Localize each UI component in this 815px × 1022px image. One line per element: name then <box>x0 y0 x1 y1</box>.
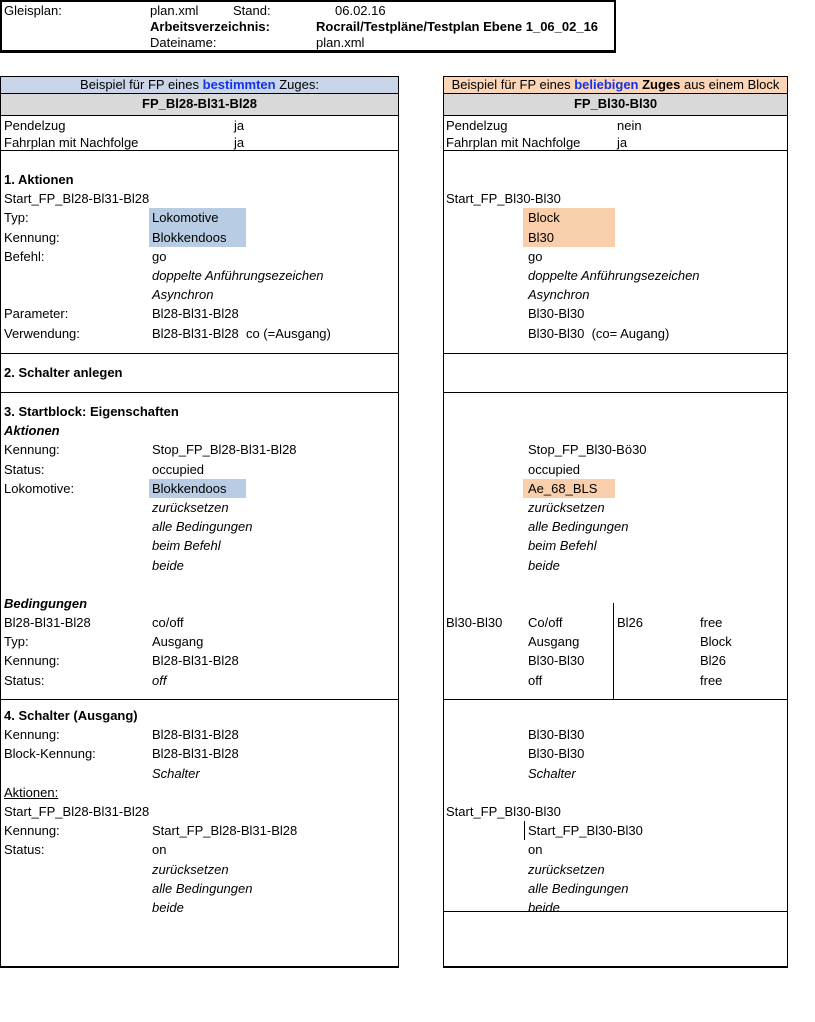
table-row: Start_FP_Bl28-Bl31-Bl28 <box>4 803 150 819</box>
table-row <box>1 498 398 517</box>
field-label: Parameter: <box>4 306 69 322</box>
field-value: on <box>152 842 167 858</box>
field-label: Kennung: <box>4 442 60 458</box>
condition-column-divider <box>613 603 614 700</box>
field-value: Start_FP_Bl28-Bl31-Bl28 <box>152 823 298 839</box>
left-section-3-startblock <box>1 393 398 700</box>
cond-cell: free <box>700 672 723 688</box>
field-label: Lokomotive: <box>4 480 75 496</box>
table-row <box>1 840 398 859</box>
field-value: ja <box>234 135 245 150</box>
table-row <box>444 517 787 536</box>
field-value: Bl30-Bl30 <box>528 746 585 762</box>
gleisplan-label: Gleisplan: <box>4 3 62 18</box>
field-value: alle Bedingungen <box>528 519 629 535</box>
table-row <box>1 285 398 304</box>
cond-cell: free <box>700 615 723 631</box>
field-label: Bl28-Bl31-Bl28 <box>4 615 91 631</box>
field-label: Typ: <box>4 634 29 650</box>
arbeitsverzeichnis-value: Rocrail/Testpläne/Testplan Ebene 1_06_02_16 <box>316 19 599 34</box>
table-row <box>1 898 398 917</box>
table-row <box>444 860 787 879</box>
table-row <box>1 556 398 575</box>
field-value: zurücksetzen <box>152 499 229 515</box>
table-row <box>1 879 398 898</box>
file-info-row <box>2 19 614 35</box>
table-row <box>444 460 787 479</box>
table-row <box>444 208 787 227</box>
left-section-4-schalter-ausgang <box>1 700 398 968</box>
cond-cell: Block <box>700 634 732 650</box>
blank-row <box>444 575 787 594</box>
field-value: go <box>528 248 543 264</box>
field-value: Bl28-Bl31-Bl28 <box>152 306 239 322</box>
table-row <box>1 860 398 879</box>
field-value: occupied <box>152 461 205 477</box>
field-value: Ausgang <box>152 634 204 650</box>
blank-row <box>444 706 787 725</box>
field-value: alle Bedingungen <box>152 519 253 535</box>
field-label: Block-Kennung: <box>4 746 96 762</box>
header-text: aus einem Block <box>680 77 780 92</box>
info-row <box>444 134 787 151</box>
field-label: Pendelzug <box>4 118 66 133</box>
field-value: co/off <box>152 615 184 631</box>
table-row <box>444 324 787 343</box>
table-row: Start_FP_Bl30-Bl30 <box>446 803 561 819</box>
table-row <box>1 744 398 763</box>
field-value: zurücksetzen <box>528 499 605 515</box>
field-value: Bl30-Bl30 (co= Augang) <box>528 325 670 341</box>
table-row <box>444 266 787 285</box>
field-value: Stop_FP_Bl28-Bl31-Bl28 <box>152 442 297 458</box>
highlight-cell: Blokkendoos <box>149 479 246 498</box>
field-value: Bl30-Bl30 <box>528 727 585 743</box>
right-panel <box>443 76 788 968</box>
highlight-cell: Block <box>523 208 615 227</box>
stand-label: Stand: <box>233 3 271 18</box>
right-panel-header-band <box>444 76 787 94</box>
field-label: Status: <box>4 461 45 477</box>
header-text: Beispiel für FP eines <box>80 77 203 92</box>
field-label: Verwendung: <box>4 325 80 341</box>
table-row <box>444 725 787 744</box>
cond-cell: Bl26 <box>700 653 727 669</box>
field-label: Pendelzug <box>446 118 508 133</box>
condition-row <box>444 671 787 690</box>
field-label: Fahrplan mit Nachfolge <box>446 135 581 150</box>
field-label: Fahrplan mit Nachfolge <box>4 135 139 150</box>
dateiname-value: plan.xml <box>316 35 365 50</box>
table-row <box>444 498 787 517</box>
cond-cell: off <box>528 672 543 688</box>
field-value: beim Befehl <box>152 538 221 554</box>
file-info-box <box>0 0 616 53</box>
field-value: ja <box>617 135 628 150</box>
field-value: Bl30-Bl30 <box>528 306 585 322</box>
left-panel-header-band <box>1 76 398 94</box>
table-row <box>1 304 398 323</box>
dateiname-label: Dateiname: <box>150 35 217 50</box>
field-value: Start_FP_Bl30-Bl30 <box>524 821 643 840</box>
table-row <box>1 479 398 498</box>
section-heading: 1. Aktionen <box>4 172 74 187</box>
table-row <box>1 632 398 651</box>
table-row <box>444 479 787 498</box>
table-row <box>1 440 398 459</box>
sub-heading: Bedingungen <box>4 595 88 611</box>
table-row <box>444 304 787 323</box>
blank-row <box>444 594 787 613</box>
field-label: Kennung: <box>4 653 60 669</box>
table-row <box>1 764 398 783</box>
field-value: Stop_FP_Bl30-Bö30 <box>528 442 647 458</box>
field-value: ja <box>234 118 245 133</box>
table-row <box>1 266 398 285</box>
left-section-2-schalter-anlegen <box>1 354 398 393</box>
field-value: doppelte Anführungsezeichen <box>152 267 324 283</box>
right-info-block <box>444 116 787 151</box>
field-value: on <box>528 842 543 858</box>
field-value: Asynchron <box>528 287 590 303</box>
info-row <box>1 134 398 151</box>
right-panel-title: FP_Bl30-Bl30 <box>444 94 787 116</box>
table-row <box>1 517 398 536</box>
table-row <box>1 671 398 690</box>
cond-cell: Co/off <box>528 615 563 631</box>
table-row: Start_FP_Bl28-Bl31-Bl28 <box>4 191 150 207</box>
cond-cell: Bl30-Bl30 <box>446 615 503 631</box>
table-row <box>1 821 398 840</box>
table-row <box>444 536 787 555</box>
info-row <box>444 117 787 134</box>
header-text: Zuges: <box>275 77 319 92</box>
left-panel-title: FP_Bl28-Bl31-Bl28 <box>1 94 398 116</box>
gleisplan-value: plan.xml <box>150 3 199 18</box>
header-text: Beispiel für FP eines <box>451 77 575 92</box>
table-row <box>1 460 398 479</box>
file-info-row <box>2 35 614 51</box>
header-bold-word: Zuges <box>638 77 681 92</box>
table-row <box>444 840 787 859</box>
field-label: Kennung: <box>4 823 60 839</box>
blank-row <box>1 575 398 594</box>
sub-heading: Aktionen: <box>4 784 59 800</box>
field-value: Bl28-Bl31-Bl28 <box>152 727 239 743</box>
section-heading: 3. Startblock: Eigenschaften <box>4 404 179 419</box>
field-value: doppelte Anführungsezeichen <box>528 267 700 283</box>
table-row <box>1 536 398 555</box>
stand-value: 06.02.16 <box>335 3 386 18</box>
table-row <box>1 208 398 227</box>
file-info-row <box>2 3 614 19</box>
field-value: zurücksetzen <box>152 861 229 877</box>
blank-row <box>444 783 787 802</box>
field-value: beide <box>152 899 184 915</box>
sub-heading: Aktionen <box>4 423 60 439</box>
field-label: Kennung: <box>4 229 60 245</box>
left-info-block <box>1 116 398 151</box>
left-panel <box>0 76 399 968</box>
table-row <box>444 556 787 575</box>
right-section-5-empty <box>444 912 787 968</box>
field-value: zurücksetzen <box>528 861 605 877</box>
right-section-4-schalter-ausgang <box>444 700 787 915</box>
condition-row <box>444 651 787 670</box>
field-value: Schalter <box>152 765 200 781</box>
table-row <box>444 744 787 763</box>
table-row: Start_FP_Bl30-Bl30 <box>446 191 561 207</box>
section-heading: 2. Schalter anlegen <box>4 365 123 380</box>
field-label: Status: <box>4 672 45 688</box>
table-row <box>1 324 398 343</box>
field-value: Asynchron <box>152 287 214 303</box>
field-value: beide <box>528 557 560 573</box>
field-value: Schalter <box>528 765 576 781</box>
table-row <box>1 651 398 670</box>
condition-row <box>444 632 787 651</box>
condition-row <box>444 613 787 632</box>
right-section-1-aktionen <box>444 151 787 354</box>
field-label: Kennung: <box>4 727 60 743</box>
field-value: nein <box>617 118 642 133</box>
cond-cell: Bl30-Bl30 <box>528 653 585 669</box>
field-value: beide <box>152 557 184 573</box>
arbeitsverzeichnis-label: Arbeitsverzeichnis: <box>150 19 270 34</box>
field-value: alle Bedingungen <box>528 880 629 896</box>
table-row <box>1 247 398 266</box>
header-highlight-word: bestimmten <box>202 77 276 92</box>
left-section-1-aktionen <box>1 151 398 354</box>
table-row <box>444 440 787 459</box>
field-value: beide <box>528 899 560 915</box>
header-highlight-word: beliebigen <box>574 77 639 92</box>
highlight-cell: Blokkendoos <box>149 228 246 247</box>
right-section-2-empty <box>444 354 787 393</box>
field-label: Befehl: <box>4 248 45 264</box>
blank-row <box>444 421 787 440</box>
cond-cell: Bl26 <box>617 615 644 631</box>
field-value: off <box>152 672 167 688</box>
cond-cell: Ausgang <box>528 634 580 650</box>
info-row <box>1 117 398 134</box>
field-value: go <box>152 248 167 264</box>
table-row <box>1 613 398 632</box>
section-heading: 4. Schalter (Ausgang) <box>4 708 138 723</box>
table-row <box>444 285 787 304</box>
field-label: Status: <box>4 842 45 858</box>
table-row <box>444 228 787 247</box>
field-label: Typ: <box>4 210 29 226</box>
field-value: Bl28-Bl31-Bl28 co (=Ausgang) <box>152 325 331 341</box>
table-row <box>444 764 787 783</box>
blank-row <box>444 170 787 189</box>
table-row <box>1 228 398 247</box>
table-row <box>444 247 787 266</box>
table-row <box>444 821 787 840</box>
field-value: beim Befehl <box>528 538 597 554</box>
blank-row <box>444 402 787 421</box>
field-value: alle Bedingungen <box>152 880 253 896</box>
table-row <box>1 725 398 744</box>
field-value: Bl28-Bl31-Bl28 <box>152 653 239 669</box>
table-row <box>444 898 787 917</box>
field-value: occupied <box>528 461 581 477</box>
table-row <box>444 879 787 898</box>
highlight-cell: Bl30 <box>523 228 615 247</box>
right-section-3-startblock <box>444 393 787 700</box>
highlight-cell: Ae_68_BLS <box>523 479 615 498</box>
field-value: Bl28-Bl31-Bl28 <box>152 746 239 762</box>
highlight-cell: Lokomotive <box>149 208 246 227</box>
